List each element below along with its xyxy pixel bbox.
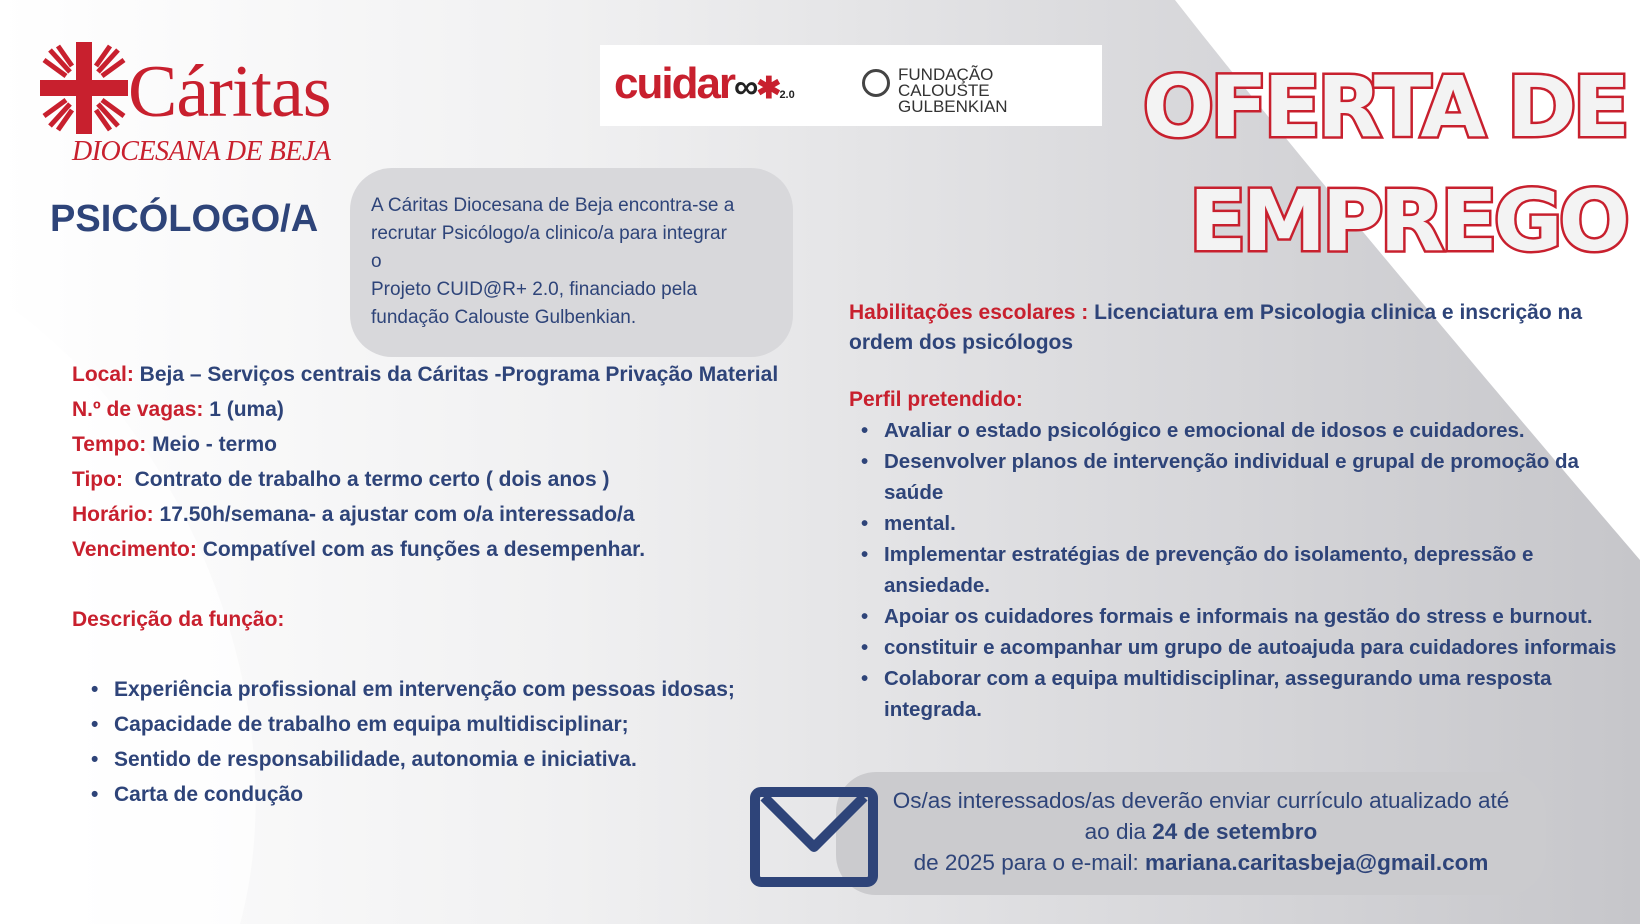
detail-value: 17.50h/semana- a ajustar com o/a interessado/a (153, 503, 635, 526)
detail-label: Local: (72, 363, 134, 386)
intro-line: fundação Calouste Gulbenkian. (371, 307, 637, 328)
profile-item-text: constituir e acompanhar um grupo de autoajuda para cuidadores informais (884, 636, 1617, 659)
description-item-text: Experiência profissional em intervenção com pessoas idosas; (114, 678, 735, 701)
gulbenkian-line2: CALOUSTE GULBENKIAN (898, 81, 1008, 116)
detail-label: Vencimento: (72, 538, 197, 561)
intro-box (350, 168, 793, 357)
qualifications (849, 298, 1624, 358)
cuidar-text: cuidar (614, 59, 735, 108)
profile-item-text: Desenvolver planos de intervenção individual e grupal de promoção da saúde (884, 450, 1579, 504)
qualifications-value: Licenciatura em Psicologia clinica e inscrição na ordem dos psicólogos (849, 301, 1583, 354)
profile-item-text: Implementar estratégias de prevenção do isolamento, depressão e ansiedade. (884, 543, 1534, 597)
detail-local (72, 363, 778, 387)
gulbenkian-emblem-icon (862, 69, 890, 97)
description-heading: Descrição da função: (72, 608, 285, 631)
contact-box (836, 772, 1546, 895)
intro-line: o (371, 251, 382, 272)
intro-line: Projeto CUID@R+ 2.0, financiado pela (371, 279, 698, 300)
description-item: • Experiência profissional em intervenção com pessoas idosas; (91, 678, 735, 701)
detail-value: Beja – Serviços centrais da Cáritas -Programa Privação Material (133, 363, 779, 386)
cuidar-logo: cuidar∞✱2.0 (614, 59, 795, 108)
job-title: PSICÓLOGO/A (50, 198, 319, 240)
contact-line1: Os/as interessados/as deverão enviar currículo atualizado até (892, 788, 1510, 813)
contact-line2 (856, 816, 1546, 847)
profile-item: • Colaborar com a equipa multidisciplinar, assegurando uma resposta integrada. (861, 667, 1552, 721)
detail-value: Contrato de trabalho a termo certo ( dois anos ) (122, 468, 610, 491)
detail-value: 1 (uma) (203, 398, 284, 421)
description-item: • Sentido de responsabilidade, autonomia e iniciativa. (91, 748, 637, 771)
detail-label: Tempo: (72, 433, 147, 456)
profile-heading: Perfil pretendido: (849, 388, 1023, 411)
profile-item-text: mental. (884, 512, 956, 535)
profile-item: • Implementar estratégias de prevenção do isolamento, depressão e ansiedade. (861, 543, 1534, 597)
contact-line3-text: de 2025 para o e-mail: (913, 850, 1146, 875)
contact-email[interactable]: mariana.caritasbeja@gmail.com (1145, 850, 1489, 875)
profile-item: • Apoiar os cuidadores formais e informais na gestão do stress e burnout. (861, 605, 1593, 628)
detail-time (72, 433, 277, 457)
gulbenkian-logo (862, 67, 1102, 115)
detail-label: Horário: (72, 503, 154, 526)
profile-item: • Avaliar o estado psicológico e emocional de idosos e cuidadores. (861, 419, 1525, 442)
qualifications-label: Habilitações escolares : (849, 301, 1089, 324)
headline-line2: EMPREGO (1189, 172, 1626, 270)
profile-item-text: Avaliar o estado psicológico e emocional de idosos e cuidadores. (884, 419, 1525, 442)
profile-item: • Desenvolver planos de intervenção individual e grupal de promoção da saúde (861, 450, 1579, 504)
detail-type (72, 468, 610, 492)
caritas-logo (40, 42, 360, 170)
intro-line: A Cáritas Diocesana de Beja encontra-se a (371, 195, 735, 216)
deadline: 24 de setembro (1152, 819, 1318, 844)
description-item: • Carta de condução (91, 783, 304, 806)
right-column (849, 298, 1624, 725)
detail-salary (72, 538, 645, 562)
intro-line: recrutar Psicólogo/a clinico/a para integrar (371, 223, 727, 244)
logo-subtitle: DIOCESANA DE BEJA (72, 136, 331, 167)
description-item-text: Carta de condução (114, 783, 304, 806)
description-item-text: Sentido de responsabilidade, autonomia e iniciativa. (114, 748, 637, 771)
profile-item: • mental. (861, 512, 956, 535)
profile-item-text: Colaborar com a equipa multidisciplinar, assegurando uma resposta integrada. (884, 667, 1552, 721)
profile-item: • constituir e acompanhar um grupo de autoajuda para cuidadores informais (861, 636, 1617, 659)
description-item-text: Capacidade de trabalho em equipa multidisciplinar; (114, 713, 629, 736)
contact-line3 (856, 847, 1546, 878)
detail-label: N.º de vagas: (72, 398, 204, 421)
contact-line2-text: ao dia (1084, 819, 1153, 844)
partner-logos (600, 45, 1102, 126)
detail-vacancies (72, 398, 284, 422)
profile-list (849, 415, 1624, 725)
cuidar-version: 2.0 (779, 89, 795, 101)
caritas-cross-icon (40, 42, 130, 134)
profile-item-text: Apoiar os cuidadores formais e informais na gestão do stress e burnout. (884, 605, 1593, 628)
description-item: • Capacidade de trabalho em equipa multidisciplinar; (91, 713, 629, 736)
envelope-icon (750, 787, 878, 887)
detail-value: Compatível com as funções a desempenhar. (196, 538, 646, 561)
gulbenkian-line1: FUNDAÇÃO (898, 65, 994, 84)
headline-line1: OFERTA DE (1142, 58, 1626, 156)
detail-schedule (72, 503, 635, 527)
logo-name: Cáritas (128, 51, 331, 133)
detail-label: Tipo: (72, 468, 123, 491)
detail-value: Meio - termo (146, 433, 277, 456)
